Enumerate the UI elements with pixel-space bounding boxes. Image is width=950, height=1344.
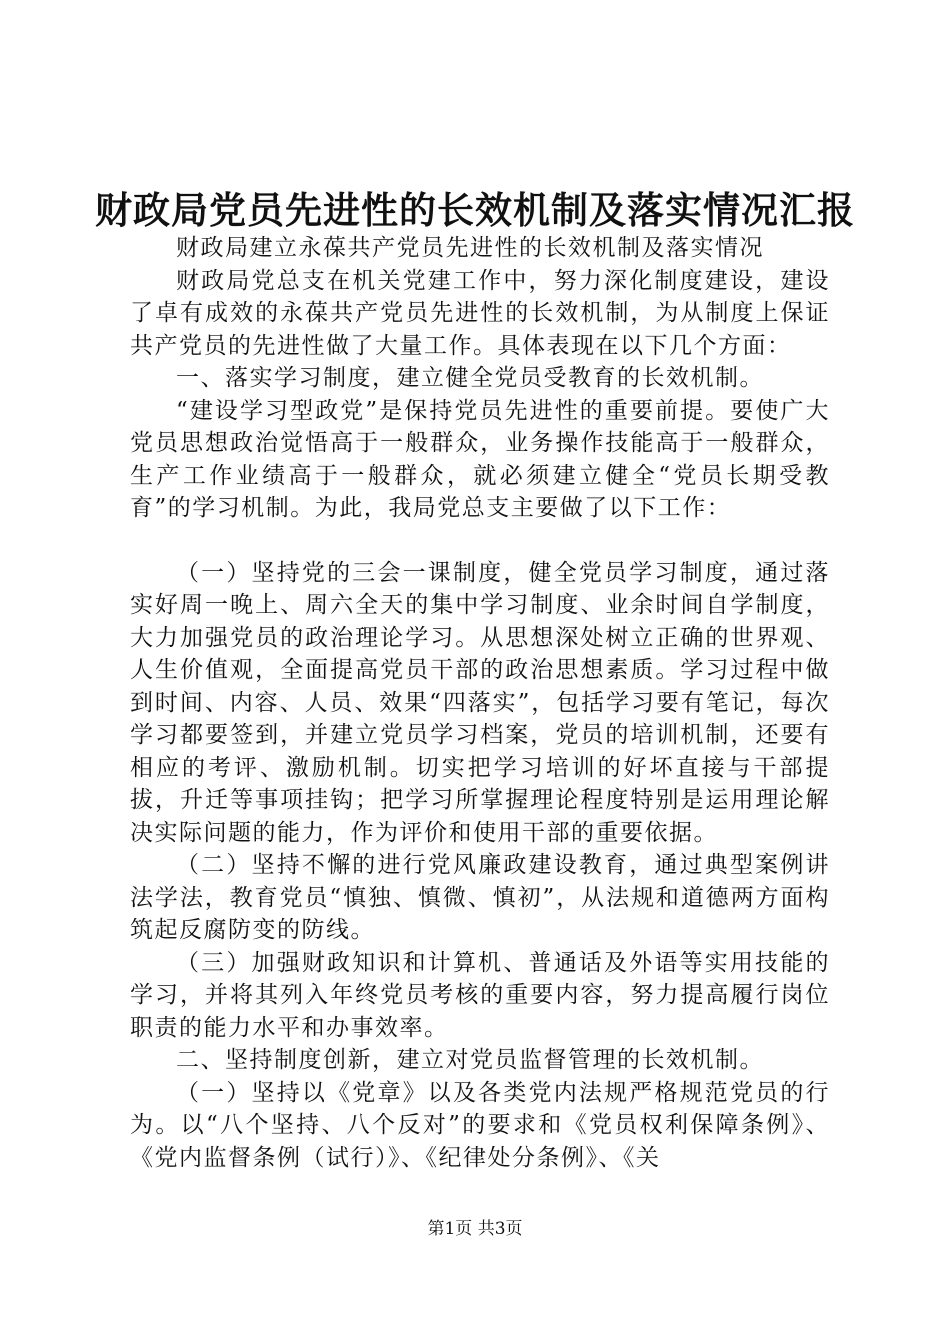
paragraph-item-1-3: （三）加强财政知识和计算机、普通话及外语等实用技能的学习，并将其列入年终党员考核的重要内容，努力提高履行岗位职责的能力水平和办事效率。 <box>130 949 830 1041</box>
paragraph-intro: 财政局党总支在机关党建工作中，努力深化制度建设，建设了卓有成效的永葆共产党员先进性的长效机制，为从制度上保证共产党员的先进性做了大量工作。具体表现在以下几个方面： <box>130 267 830 359</box>
paragraph-section-1: “建设学习型政党”是保持党员先进性的重要前提。要使广大党员思想政治觉悟高于一般群众，业务操作技能高于一般群众，生产工作业绩高于一般群众，就必须建立健全“党员长期受教育”的学习机制。为此，我局党总支主要做了以下工作： <box>130 397 830 521</box>
document-body <box>130 232 830 1174</box>
paragraph-item-1-1: （一）坚持党的三会一课制度，健全党员学习制度，通过落实好周一晚上、周六全天的集中学习制度、业余时间自学制度，大力加强党员的政治理论学习。从思想深处树立正确的世界观、人生价值观，全面提高党员干部的政治思想素质。学习过程中做到时间、内容、人员、效果“四落实”，包括学习要有笔记，每次学习都要签到，并建立党员学习档案，党员的培训机制，还要有相应的考评、激励机制。切实把学习培训的好坏直接与干部提拔，升迁等事项挂钩；把学习所掌握理论程度特别是运用理论解决实际问题的能力，作为评价和使用干部的重要依据。 <box>130 559 830 846</box>
section-heading-2: 二、坚持制度创新，建立对党员监督管理的长效机制。 <box>176 1047 764 1073</box>
page-footer: 第1页 共3页 <box>427 1219 523 1239</box>
document-title: 财政局党员先进性的长效机制及落实情况汇报 <box>95 188 855 232</box>
paragraph-subtitle: 财政局建立永葆共产党员先进性的长效机制及落实情况 <box>176 235 764 261</box>
paragraph-item-2-1: （一）坚持以《党章》以及各类党内法规严格规范党员的行为。以“八个坚持、八个反对”的要求和《党员权利保障条例》、《党内监督条例（试行）》、《纪律处分条例》、《关 <box>130 1079 830 1171</box>
section-heading-1: 一、落实学习制度，建立健全党员受教育的长效机制。 <box>176 365 764 391</box>
paragraph-item-1-2: （二）坚持不懈的进行党风廉政建设教育，通过典型案例讲法学法，教育党员“慎独、慎微、慎初”，从法规和道德两方面构筑起反腐防变的防线。 <box>130 852 830 943</box>
